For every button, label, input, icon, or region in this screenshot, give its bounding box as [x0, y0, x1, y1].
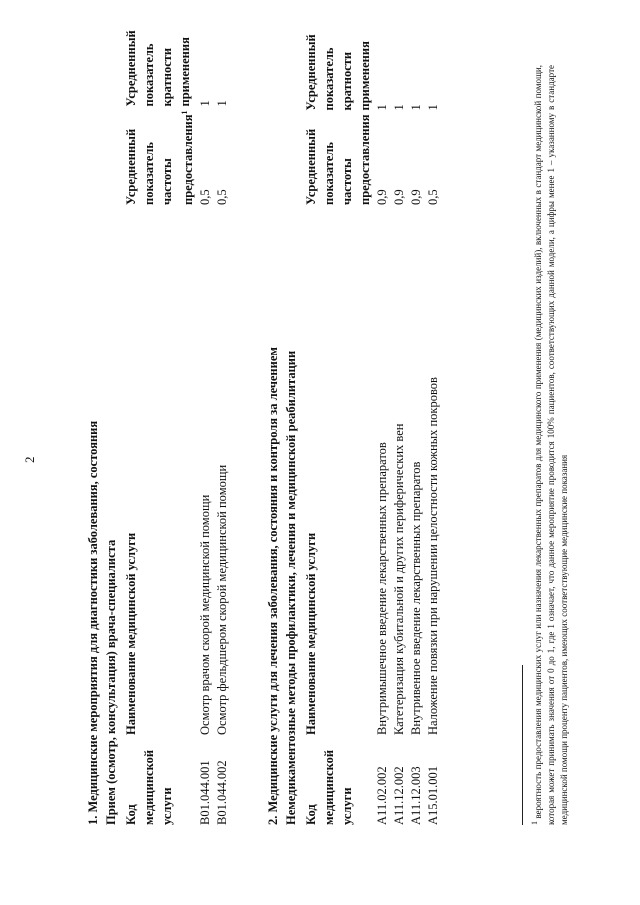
footnote-marker: 1	[530, 821, 539, 825]
cell-name: Наложение повязки при нарушении целостности кожных покровов	[426, 377, 440, 735]
cell-multiplicity: 1	[426, 104, 440, 111]
cell-name: Внутривенное введение лекарственных препаратов	[409, 461, 423, 735]
cell-code: A15.01.001	[426, 765, 440, 825]
table-row	[214, 16, 231, 825]
cell-code: B01.044.002	[215, 760, 230, 825]
header-code: Код медицинской услуги	[124, 749, 174, 825]
cell-frequency: 0,5	[426, 189, 440, 205]
section2-table	[302, 20, 442, 825]
cell-code: A11.12.002	[392, 766, 406, 825]
cell-multiplicity: 1	[198, 100, 213, 107]
header-frequency: Усредненный показатель частоты предоставления	[304, 114, 372, 205]
table-row	[374, 20, 391, 825]
table-header-row	[302, 20, 374, 825]
cell-frequency: 0,5	[215, 189, 230, 205]
section1-title: 1. Медицинские мероприятия для диагностики заболевания, состояния	[86, 420, 100, 825]
cell-name: Катетеризация кубитальной и других периферических вен	[392, 423, 406, 735]
cell-frequency: 0,9	[409, 189, 423, 205]
footnote	[528, 65, 571, 825]
header-code: Код медицинской услуги	[304, 749, 354, 825]
section1-subtitle: Прием (осмотр, консультация) врача-специалиста	[104, 539, 118, 825]
table-row	[197, 16, 214, 825]
header-frequency	[122, 106, 197, 205]
cell-frequency: 0,9	[375, 189, 389, 205]
table-row	[391, 20, 408, 825]
cell-multiplicity: 1	[215, 100, 230, 107]
table-row	[425, 20, 442, 825]
section2-subtitle: Немедикаментозные методы профилактики, лечения и медицинской реабилитации	[284, 350, 298, 825]
header-name: Наименование медицинской услуги	[124, 532, 138, 735]
section2-title: 2. Медицинские услуги для лечения заболевания, состояния и контроля за лечением	[266, 347, 280, 825]
cell-code: B01.044.001	[198, 760, 213, 825]
cell-name: Осмотр врачом скорой медицинской помощи	[198, 494, 213, 735]
footnote-ref: 1	[180, 110, 189, 115]
cell-code: A11.02.002	[375, 766, 389, 825]
table-row	[408, 20, 425, 825]
cell-code: A11.12.003	[409, 766, 423, 825]
table-header-row	[122, 16, 197, 825]
section1-table	[122, 16, 231, 825]
cell-name: Осмотр фельдшером скорой медицинской помощи	[215, 464, 230, 735]
cell-multiplicity: 1	[392, 104, 406, 111]
cell-name: Внутримышечное введение лекарственных препаратов	[375, 442, 389, 735]
header-multiplicity: Усредненный показатель кратности применения	[304, 34, 372, 111]
header-multiplicity: Усредненный показатель кратности применения	[124, 30, 192, 107]
cell-frequency: 0,9	[392, 189, 406, 205]
footnote-divider	[522, 665, 523, 825]
cell-frequency: 0,5	[198, 189, 213, 205]
page-number: 2	[22, 456, 37, 463]
footnote-text: вероятность предоставления медицинских услуг или назначения лекарственных препаратов для медицинского применения (медицинских изделий), включенных в стандарт медицинской помощи, которая может принимать значения от 0 до 1, где 1 означает, что данное мероприятие проводится 100% пациентов, соответствующих данной модели, а цифры менее 1 – указанному в стандарте медицинской помощи проценту пациентов, имеющих соответствующие медицинские показания	[533, 65, 569, 825]
cell-multiplicity: 1	[375, 104, 389, 111]
header-frequency-text: Усредненный показатель частоты предоставления	[124, 114, 196, 205]
header-name: Наименование медицинской услуги	[304, 532, 318, 735]
cell-multiplicity: 1	[409, 104, 423, 111]
